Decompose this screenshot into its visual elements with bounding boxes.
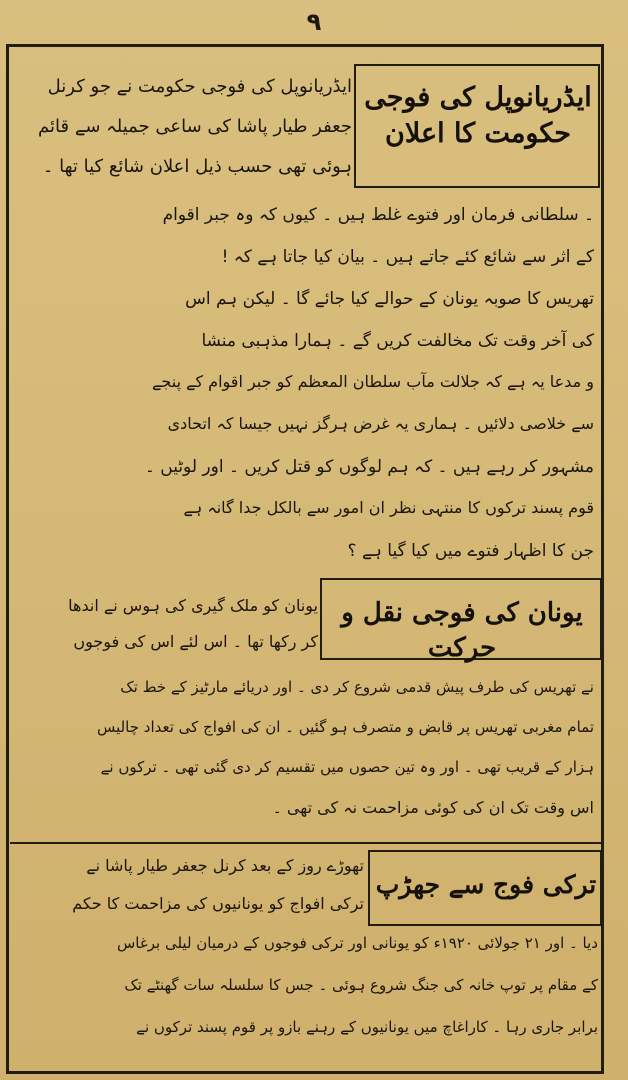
section-2-body-line-3: ہزار کے قریب تھی ۔ اور وہ تین حصوں میں تقسیم کر دی گئی تھی ۔ ترکوں نے — [100, 758, 594, 776]
section-3-body-line-2: کے مقام پر توپ خانہ کی جنگ شروع ہوئی ۔ جس کا سلسلہ سات گھنٹے تک — [124, 976, 598, 994]
section-1-body-line-9: جن کا اظہار فتوے میں کیا گیا ہے ؟ — [347, 541, 594, 561]
section-2-intro-line-2: کر رکھا تھا ۔ اس لئے اس کی فوجوں — [73, 632, 318, 651]
section-2-heading-box — [320, 578, 602, 664]
section-3-intro — [30, 854, 364, 930]
section-divider — [10, 842, 602, 844]
section-3-body-line-3: برابر جاری رہا ۔ کاراغاچ میں یونانیوں کے رہنے بازو پر قوم پسند ترکوں نے — [136, 1018, 598, 1036]
section-2-intro — [30, 592, 318, 672]
section-3-intro-line-2: ترکی افواج کو یونانیوں کی مزاحمت کا حکم — [72, 894, 364, 913]
section-1-heading-line-1: ایڈریانوپل کی فوجی — [364, 82, 592, 113]
section-3-heading-box — [368, 850, 602, 926]
section-1-intro-line-3: ہوئی تھی حسب ذیل اعلان شائع کیا تھا ۔ — [42, 156, 352, 177]
section-1-body-line-6: سے خلاصی دلائیں ۔ ہماری یہ غرض ہرگز نہیں جیسا کہ اتحادی — [167, 414, 594, 433]
section-1-heading — [360, 80, 596, 153]
section-1-body-line-4: کی آخر وقت تک مخالفت کریں گے ۔ ہمارا مذہبی منشا — [201, 331, 594, 351]
section-1-body-line-2: کے اثر سے شائع کئے جاتے ہیں ۔ بیان کیا جاتا ہے کہ ! — [221, 247, 594, 267]
section-1-intro-line-1: ایڈریانوپل کی فوجی حکومت نے جو کرنل — [47, 76, 352, 97]
section-1-intro-line-2: جعفر طیار پاشا کی ساعی جمیلہ سے قائم — [38, 116, 352, 137]
section-2-body-line-1: نے تھریس کی طرف پیش قدمی شروع کر دی ۔ اور دریائے مارٹیز کے خط تک — [120, 678, 594, 696]
section-2-body-line-4: اس وقت تک ان کی کوئی مزاحمت نہ کی تھی ۔ — [272, 798, 594, 817]
section-1-heading-box — [354, 64, 600, 188]
section-3-heading-line-1: ترکی فوج سے جھڑپ — [375, 870, 597, 899]
section-2-heading — [324, 596, 600, 666]
section-3-body — [22, 930, 598, 1070]
section-1-body-line-7: مشہور کر رہے ہیں ۔ کہ ہم لوگوں کو قتل کریں ۔ اور لوٹیں ۔ — [144, 457, 594, 477]
section-2-body-line-2: تمام مغربی تھریس پر قابض و متصرف ہو گئیں ۔ ان کی افواج کی تعداد چالیس — [96, 718, 594, 736]
section-1-body-line-3: تھریس کا صوبہ یونان کے حوالے کیا جائے گا ۔ لیکن ہم اس — [185, 289, 594, 309]
section-1-body-line-1: ۔ سلطانی فرمان اور فتوے غلط ہیں ۔ کیوں کہ وہ جبر اقوام — [162, 205, 594, 225]
section-1-body — [34, 200, 594, 590]
page-number: ٩ — [306, 8, 322, 36]
section-2-body — [30, 676, 594, 836]
section-2-heading-line-1: یونان کی فوجی نقل و حرکت — [341, 598, 583, 664]
section-1-intro — [28, 70, 352, 190]
section-3-intro-line-1: تھوڑے روز کے بعد کرنل جعفر طیار پاشا نے — [86, 856, 364, 875]
section-3-heading — [372, 868, 600, 902]
section-3-body-line-1: دیا ۔ اور ۲۱ جولائی ۱۹۲۰ء کو یونانی اور ترکی فوجوں کے درمیان لیلی برغاس — [117, 934, 598, 952]
section-1-body-line-8: قوم پسند ترکوں کا منتہی نظر ان امور سے بالکل جدا گانہ ہے — [183, 498, 594, 517]
section-2-intro-line-1: یونان کو ملک گیری کی ہوس نے اندھا — [68, 596, 318, 615]
section-1-body-line-5: و مدعا یہ ہے کہ جلالت مآب سلطان المعظم کو جبر اقوام کے پنجے — [152, 372, 594, 391]
section-1-heading-line-2: حکومت کا اعلان — [385, 118, 571, 150]
